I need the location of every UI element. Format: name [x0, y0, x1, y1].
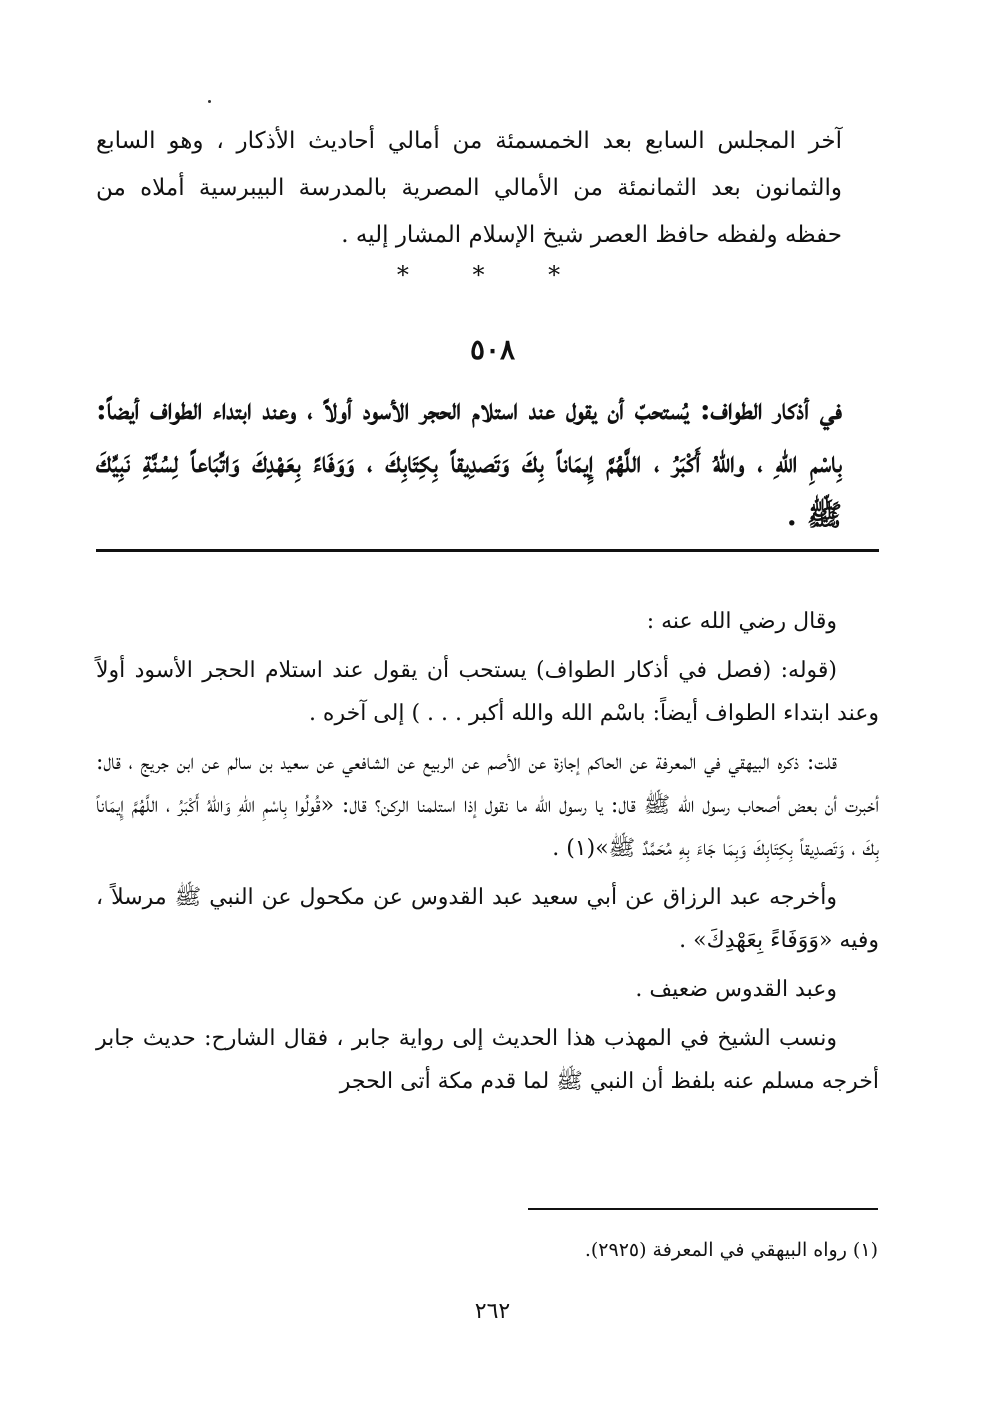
page-number: ٢٦٢ [474, 1299, 511, 1324]
dhikr-matn-text: في أذكار الطواف: يُستحبّ أن يقول عند استلام الحجر الأسود أولاً ، وعند ابتداء الطواف أيضاً: بِاسْمِ اللهِ ، واللهُ أَكْبَرُ ، اللَّهُمَّ إِيمَاناً بِكَ وَتَصدِيقاً بِكِتَابِكَ ، وَوَفَاءً بِعَهْدِكَ وَاتِّبَاعاً لِسُنَّةِ نَبِيِّكَ ﷺ . [96, 392, 842, 532]
session-closing-paragraph: آخر المجلس السابع بعد الخمسمئة من أمالي أحاديث الأذكار ، وهو السابع والثمانون بعد الثمانمئة من الأمالي المصرية بالمدرسة البيبرسية أملاه من حفظه ولفظه حافظ العصر شيخ الإسلام المشار إليه . [96, 128, 842, 248]
matn-divider-line [96, 549, 879, 552]
commentary-paragraph-4: وأخرجه عبد الرزاق عن أبي سعيد عبد القدوس عن مكحول عن النبي ﷺ مرسلاً ، وفيه «وَوَفَاءً بِعَهْدِكَ» . [96, 885, 879, 953]
commentary-paragraph-2: (قوله: (فصل في أذكار الطواف) يستحب أن يقول عند استلام الحجر الأسود أولاً وعند ابتداء الطواف أيضاً: باسْم الله والله أكبر . . . ) إلى آخره . [96, 658, 879, 726]
section-number: ٥٠٨ [469, 333, 516, 366]
section-separator: * * * [396, 261, 589, 289]
print-speck [208, 100, 211, 103]
commentary-paragraph-6: ونسب الشيخ في المهذب هذا الحديث إلى رواية جابر ، فقال الشارح: حديث جابر أخرجه مسلم عنه بلفظ أن النبي ﷺ لما قدم مكة أتى الحجر [96, 1026, 879, 1094]
commentary-paragraph-3: قلت: ذكره البيهقي في المعرفة عن الحاكم إجازة عن الأصم عن الربيع عن الشافعي عن سعيد بن سالم عن ابن جريج ، قال: أخبرت أن بعض أصحاب رسول الله ﷺ قال: يا رسول الله ما نقول إذا استلمنا الركن؟ قال: «قُولُوا بِاسْمِ اللهِ وَاللهُ أَكْبَرُ ، اللَّهُمَّ إِيمَاناً بِكَ ، وَتَصدِيقاً بِكِتَابِكَ وَبِمَا جَاءَ بِهِ مُحَمَّدٌ ﷺ»(١) . [96, 750, 879, 861]
footnote-divider-line [528, 1208, 878, 1210]
footnote: (١) رواه البيهقي في المعرفة (٢٩٢٥). [584, 1239, 878, 1261]
commentary-paragraph-5: وعبد القدوس ضعيف . [635, 977, 837, 1002]
commentary-block [96, 600, 879, 1103]
commentary-paragraph-1: وقال رضي الله عنه : [646, 609, 837, 634]
